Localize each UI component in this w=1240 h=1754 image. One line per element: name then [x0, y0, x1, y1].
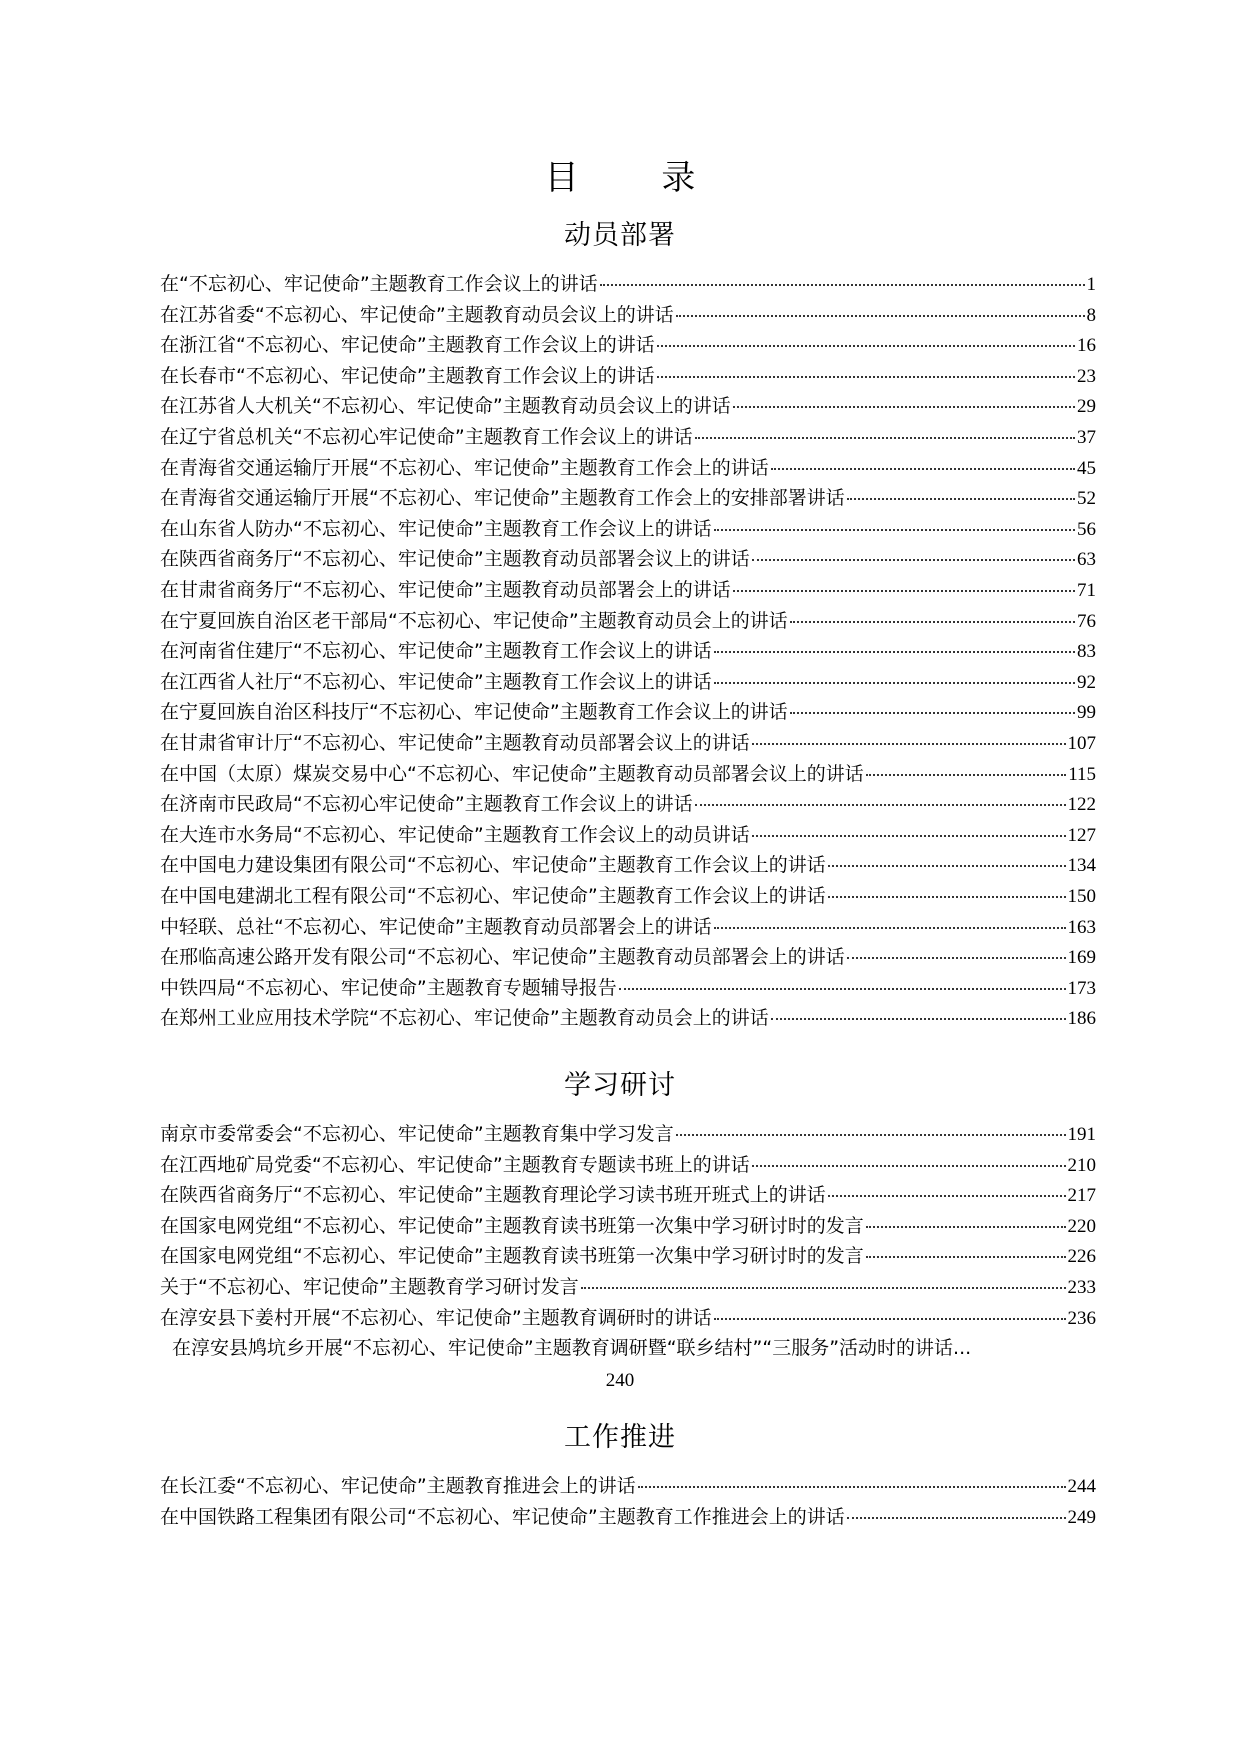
dot-leader: [581, 1269, 1066, 1289]
dot-leader: [752, 817, 1066, 837]
toc-entry[interactable]: [160, 545, 1096, 573]
toc-entry-page: 163: [1067, 917, 1096, 938]
toc-entry-page: 92: [1077, 672, 1096, 693]
toc-entry-page: 127: [1067, 825, 1096, 846]
toc-entry-title: 在陕西省商务厅“不忘初心、牢记使命”主题教育动员部署会议上的讲话: [160, 548, 750, 570]
toc-entry[interactable]: [160, 1503, 1096, 1531]
dot-leader: [733, 572, 1075, 592]
toc-entry[interactable]: [160, 515, 1096, 543]
toc-entry-title: 在中国（太原）煤炭交易中心“不忘初心、牢记使命”主题教育动员部署会议上的讲话: [160, 763, 864, 785]
toc-entry[interactable]: [160, 974, 1096, 1002]
dot-leader: [866, 1208, 1066, 1228]
toc-entry-page: 233: [1067, 1277, 1096, 1298]
toc-entry-page: 23: [1077, 366, 1096, 387]
dot-leader: [847, 1499, 1066, 1519]
toc-entry-title: 在辽宁省总机关“不忘初心牢记使命”主题教育工作会议上的讲话: [160, 426, 693, 448]
toc-entry-title: 中轻联、总社“不忘初心、牢记使命”主题教育动员部署会上的讲话: [160, 916, 712, 938]
toc-entry-page: 45: [1077, 458, 1096, 479]
toc-entry-page: 236: [1067, 1308, 1096, 1329]
dot-leader: [714, 909, 1066, 929]
toc-entry-page: 226: [1067, 1246, 1096, 1267]
toc-entry-page: 63: [1077, 549, 1096, 570]
toc-entry-page: 16: [1077, 335, 1096, 356]
dot-leader: [847, 939, 1066, 959]
toc-entry-title: 在中国电力建设集团有限公司“不忘初心、牢记使命”主题教育工作会议上的讲话: [160, 854, 826, 876]
toc-entry-title: 在宁夏回族自治区老干部局“不忘初心、牢记使命”主题教育动员会上的讲话: [160, 610, 788, 632]
toc-entry-page: 37: [1077, 427, 1096, 448]
dot-leader: [714, 511, 1075, 531]
toc-entry-title: 南京市委常委会“不忘初心、牢记使命”主题教育集中学习发言: [160, 1123, 674, 1145]
dot-leader: [790, 694, 1075, 714]
toc-entry-title: 在中国铁路工程集团有限公司“不忘初心、牢记使命”主题教育工作推进会上的讲话: [160, 1506, 845, 1528]
dot-leader: [752, 1147, 1066, 1167]
toc-entry[interactable]: [160, 851, 1096, 879]
toc-entry-title: 在江西省人社厅“不忘初心、牢记使命”主题教育工作会议上的讲话: [160, 671, 712, 693]
dot-leader: [638, 1468, 1066, 1488]
toc-entry-page: 83: [1077, 641, 1096, 662]
toc-entry[interactable]: [160, 790, 1096, 818]
toc-entry-page: 71: [1077, 580, 1096, 601]
toc-entry[interactable]: [160, 637, 1096, 665]
section-heading: 动员部署: [564, 220, 676, 251]
toc-entry-page: 1: [1086, 274, 1096, 295]
toc-entry-title: 在甘肃省商务厅“不忘初心、牢记使命”主题教育动员部署会上的讲话: [160, 579, 731, 601]
dot-leader: [828, 878, 1066, 898]
toc-entry[interactable]: [160, 423, 1096, 451]
toc-entry-page: 52: [1077, 488, 1096, 509]
toc-entry[interactable]: [160, 1181, 1096, 1209]
toc-entry[interactable]: [160, 1472, 1096, 1500]
toc-entry-title: 在中国电建湖北工程有限公司“不忘初心、牢记使命”主题教育工作会议上的讲话: [160, 885, 826, 907]
toc-entry-title: 在山东省人防办“不忘初心、牢记使命”主题教育工作会议上的讲话: [160, 518, 712, 540]
dot-leader: [657, 358, 1075, 378]
dot-leader: [847, 480, 1075, 500]
dot-leader: [714, 1300, 1066, 1320]
toc-entry-title: 在淳安县下姜村开展“不忘初心、牢记使命”主题教育调研时的讲话: [160, 1307, 712, 1329]
toc-entry-wrapped[interactable]: 在淳安县鸠坑乡开展“不忘初心、牢记使命”主题教育调研暨“联乡结村”“三服务”活动时的讲话...: [172, 1337, 972, 1359]
toc-entry-page: 122: [1067, 794, 1096, 815]
toc-entry-title: 在浙江省“不忘初心、牢记使命”主题教育工作会议上的讲话: [160, 334, 655, 356]
dot-leader: [771, 1000, 1066, 1020]
toc-entry-title: 在青海省交通运输厅开展“不忘初心、牢记使命”主题教育工作会上的安排部署讲话: [160, 487, 845, 509]
toc-entry[interactable]: [160, 821, 1096, 849]
toc-entry[interactable]: [160, 484, 1096, 512]
toc-entry[interactable]: [160, 668, 1096, 696]
toc-entry-page: 115: [1068, 764, 1096, 785]
toc-entry-page: 173: [1067, 978, 1096, 999]
dot-leader: [600, 266, 1085, 286]
toc-entry-title: 在陕西省商务厅“不忘初心、牢记使命”主题教育理论学习读书班开班式上的讲话: [160, 1184, 826, 1206]
dot-leader: [657, 327, 1075, 347]
dot-leader: [752, 541, 1075, 561]
toc-entry-page: 186: [1067, 1008, 1096, 1029]
toc-entry-title: 在江苏省人大机关“不忘初心、牢记使命”主题教育动员会议上的讲话: [160, 395, 731, 417]
toc-entry-title: 在长春市“不忘初心、牢记使命”主题教育工作会议上的讲话: [160, 365, 655, 387]
toc-entry-page: 150: [1067, 886, 1096, 907]
toc-entry-title: 关于“不忘初心、牢记使命”主题教育学习研讨发言: [160, 1276, 579, 1298]
toc-entry-title: 在青海省交通运输厅开展“不忘初心、牢记使命”主题教育工作会上的讲话: [160, 457, 769, 479]
toc-entry[interactable]: [160, 698, 1096, 726]
toc-entry-page: 107: [1067, 733, 1096, 754]
page-title: 目 录: [544, 158, 732, 198]
toc-entry-title: 在江西地矿局党委“不忘初心、牢记使命”主题教育专题读书班上的讲话: [160, 1154, 750, 1176]
dot-leader: [866, 1238, 1066, 1258]
toc-entry-page: 240: [605, 1370, 635, 1391]
toc-entry-title: 在河南省住建厅“不忘初心、牢记使命”主题教育工作会议上的讲话: [160, 640, 712, 662]
toc-entry[interactable]: [160, 576, 1096, 604]
dot-leader: [733, 388, 1075, 408]
dot-leader: [714, 664, 1075, 684]
dot-leader: [771, 450, 1075, 470]
toc-entry-title: 在甘肃省审计厅“不忘初心、牢记使命”主题教育动员部署会议上的讲话: [160, 732, 750, 754]
toc-entry-page: 8: [1086, 305, 1096, 326]
dot-leader: [828, 1177, 1066, 1197]
toc-entry-page: 134: [1067, 855, 1096, 876]
toc-entry[interactable]: [160, 454, 1096, 482]
toc-entry-page: 249: [1067, 1507, 1096, 1528]
toc-entry-page: 29: [1077, 396, 1096, 417]
toc-entry[interactable]: [160, 913, 1096, 941]
dot-leader: [714, 633, 1075, 653]
dot-leader: [695, 419, 1075, 439]
toc-entry[interactable]: [160, 729, 1096, 757]
section-heading: 工作推进: [564, 1422, 676, 1453]
toc-entry[interactable]: [160, 392, 1096, 420]
dot-leader: [866, 756, 1067, 776]
toc-entry[interactable]: [160, 1242, 1096, 1270]
toc-entry-page: 76: [1077, 611, 1096, 632]
toc-entry[interactable]: [160, 607, 1096, 635]
toc-entry-title: 在郑州工业应用技术学院“不忘初心、牢记使命”主题教育动员会上的讲话: [160, 1007, 769, 1029]
toc-entry-title: 在邢临高速公路开发有限公司“不忘初心、牢记使命”主题教育动员部署会上的讲话: [160, 946, 845, 968]
dot-leader: [676, 1116, 1066, 1136]
toc-entry-title: 中铁四局“不忘初心、牢记使命”主题教育专题辅导报告: [160, 977, 617, 999]
toc-entry[interactable]: [160, 760, 1096, 788]
toc-entry-title: 在“不忘初心、牢记使命”主题教育工作会议上的讲话: [160, 273, 598, 295]
toc-entry-page: 220: [1067, 1216, 1096, 1237]
toc-entry-page: 217: [1067, 1185, 1096, 1206]
toc-entry-title: 在大连市水务局“不忘初心、牢记使命”主题教育工作会议上的动员讲话: [160, 824, 750, 846]
dot-leader: [619, 970, 1066, 990]
dot-leader: [828, 847, 1066, 867]
dot-leader: [695, 786, 1066, 806]
section-heading: 学习研讨: [564, 1070, 676, 1101]
toc-entry-title: 在宁夏回族自治区科技厅“不忘初心、牢记使命”主题教育工作会议上的讲话: [160, 701, 788, 723]
toc-entry-title: 在济南市民政局“不忘初心牢记使命”主题教育工作会议上的讲话: [160, 793, 693, 815]
toc-entry-page: 191: [1067, 1124, 1096, 1145]
toc-entry[interactable]: [160, 1120, 1096, 1148]
toc-entry[interactable]: [160, 1212, 1096, 1240]
toc-entry-page: 99: [1077, 702, 1096, 723]
toc-entry[interactable]: [160, 943, 1096, 971]
toc-entry[interactable]: [160, 1151, 1096, 1179]
toc-entry-title: 在国家电网党组“不忘初心、牢记使命”主题教育读书班第一次集中学习研讨时的发言: [160, 1245, 864, 1267]
toc-entry-page: 169: [1067, 947, 1096, 968]
dot-leader: [790, 603, 1075, 623]
toc-entry-page: 56: [1077, 519, 1096, 540]
toc-entry[interactable]: [160, 331, 1096, 359]
toc-entry-page: 210: [1067, 1155, 1096, 1176]
toc-entry[interactable]: [160, 1273, 1096, 1301]
toc-entry[interactable]: [160, 270, 1096, 298]
toc-entry[interactable]: [160, 1004, 1096, 1032]
toc-entry[interactable]: [160, 301, 1096, 329]
toc-entry[interactable]: [160, 882, 1096, 910]
toc-entry[interactable]: [160, 362, 1096, 390]
toc-entry[interactable]: [160, 1304, 1096, 1332]
toc-entry-title: 在国家电网党组“不忘初心、牢记使命”主题教育读书班第一次集中学习研讨时的发言: [160, 1215, 864, 1237]
toc-entry-title: 在长江委“不忘初心、牢记使命”主题教育推进会上的讲话: [160, 1475, 636, 1497]
dot-leader: [752, 725, 1066, 745]
toc-entry-page: 244: [1067, 1476, 1096, 1497]
toc-entry-title: 在江苏省委“不忘初心、牢记使命”主题教育动员会议上的讲话: [160, 304, 674, 326]
dot-leader: [676, 297, 1085, 317]
